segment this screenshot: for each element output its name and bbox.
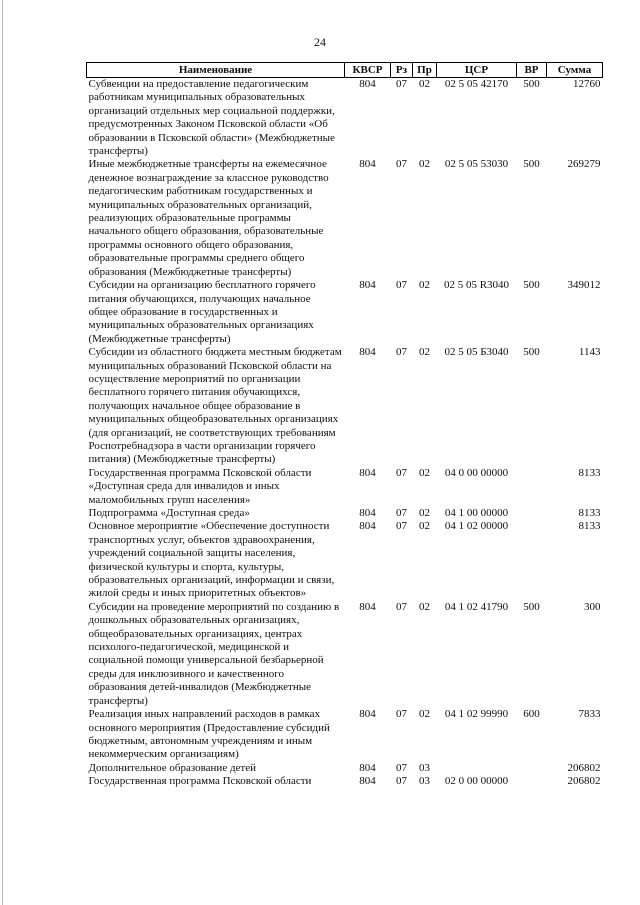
row-csr: 02 0 00 00000 [444,775,509,788]
row-rz: 07 [396,775,407,788]
header-sum: Сумма [547,63,603,78]
row-sum: 1143 [578,346,601,359]
header-rz: Рз [391,63,413,78]
row-vr [517,467,547,507]
row-name: Субсидии на организацию бесплатного горячего питания обучающихся, получающих начальное общее образование в государственных и муниципальных образовательных организациях (Межбюджетные трансферты) [88,279,316,345]
row-pr: 02 [419,466,430,479]
row-rz: 07 [396,507,407,519]
row-rz: 07 [396,158,407,171]
row-pr: 03 [419,775,430,788]
table-row [87,520,603,600]
row-kvsr: 804 [359,775,376,788]
row-pr: 02 [419,279,430,292]
table-row [87,762,603,775]
row-csr: 04 1 02 99990 [444,708,509,721]
row-rz: 07 [396,761,407,774]
row-name: Государственная программа Псковской области «Доступная среда для инвалидов и иных маломобильных групп населения» [88,466,312,506]
row-vr [517,507,547,520]
header-name: Наименование [87,63,345,78]
row-csr: 02 5 05 Б3040 [444,346,509,359]
row-pr: 02 [419,708,430,721]
budget-table [86,62,603,789]
row-pr: 02 [419,600,430,613]
row-rz: 07 [396,78,407,90]
row-pr: 02 [419,520,430,533]
row-vr [517,762,547,775]
row-name: Основное мероприятие «Обеспечение доступности транспортных услуг, объектов здравоохранения, учреждений социальной защиты населения, физической культуры и спорта, культуры, образовательных организаций, информации и связи, жилой среды и иных приоритетных объектов» [88,520,335,600]
row-sum: 300 [584,600,601,613]
table-row [87,708,603,762]
row-vr [517,775,547,788]
header-vr: ВР [517,63,547,78]
table-row [87,346,603,467]
row-name: Подпрограмма «Доступная среда» [88,507,250,519]
row-name: Иные межбюджетные трансферты на ежемесячное денежное вознаграждение за классное руководство педагогическим работникам государственных и муниципальных образовательных организаций, реализующих образовательные программы начального общего образования, образовательные программы основного общего образования, образовательные программы среднего общего образования (Межбюджетные трансферты) [88,158,329,278]
row-vr: 500 [523,78,540,90]
row-rz: 07 [396,708,407,721]
row-kvsr: 804 [359,279,376,292]
row-name: Субсидии из областного бюджета местным бюджетам муниципальных образований Псковской области на осуществление мероприятий по организации бесплатного горячего питания обучающихся, получающих начальное общее образование в муниципальных общеобразовательных организациях (для организаций, не соответствующих требованиям Роспотребнадзора в части организации горячего питания) (Межбюджетные трансферты) [88,346,342,466]
table-row [87,158,603,279]
table-row [87,78,603,159]
row-sum: 349012 [567,279,601,292]
page-number: 24 [314,35,326,49]
row-rz: 07 [396,600,407,613]
row-rz: 07 [396,520,407,533]
row-kvsr: 804 [359,520,376,533]
row-sum: 8133 [578,507,601,519]
row-name: Дополнительное образование детей [88,761,257,774]
row-pr: 03 [419,761,430,774]
table-row [87,467,603,507]
row-sum: 7833 [578,708,601,721]
row-csr: 02 5 05 53030 [444,158,509,171]
row-csr: 04 1 02 00000 [444,520,509,533]
row-kvsr: 804 [359,600,376,613]
row-vr [517,520,547,600]
row-rz: 07 [396,279,407,292]
row-pr: 02 [419,346,430,359]
row-rz: 07 [396,466,407,479]
row-name: Государственная программа Псковской области [88,775,312,788]
row-csr: 02 5 05 R3040 [443,279,510,292]
row-kvsr: 804 [359,708,376,721]
table-row [87,279,603,346]
row-sum: 8133 [578,520,601,533]
row-kvsr: 804 [359,761,376,774]
row-name: Реализация иных направлений расходов в рамках основного мероприятия (Предоставление субсидий бюджетным, автономным учреждениям и иным некоммерческим организациям) [88,708,330,761]
row-vr: 500 [523,346,540,359]
row-pr: 02 [419,507,430,519]
row-kvsr: 804 [359,466,376,479]
table-row [87,775,603,788]
row-pr: 02 [419,78,430,90]
row-csr: 04 1 02 41790 [444,600,509,613]
row-name: Субвенции на предоставление педагогическим работникам муниципальных образовательных организаций отдельных мер социальной поддержки, предусмотренных Законом Псковской области «Об образовании в Псковской области» (Межбюджетные трансферты) [88,78,335,158]
row-vr: 500 [523,279,540,292]
row-sum: 269279 [567,158,601,171]
header-pr: Пр [413,63,437,78]
row-sum: 12760 [573,78,601,90]
header-csr: ЦСР [437,63,517,78]
page-edge-left [2,0,3,905]
row-kvsr: 804 [359,507,376,519]
row-csr: 04 1 00 00000 [444,507,509,519]
row-kvsr: 804 [359,78,376,90]
row-vr: 600 [523,708,540,721]
row-rz: 07 [396,346,407,359]
row-vr: 500 [523,600,540,613]
table-row [87,601,603,708]
row-sum: 206802 [567,761,601,774]
row-name: Субсидии на проведение мероприятий по созданию в дошкольных образовательных организациях, общеобразовательных организациях, центрах психолого-педагогической, медицинской и социальной помощи универсальной безбарьерной среды для инклюзивного и качественного образования детей-инвалидов (Межбюджетные трансферты) [88,600,340,707]
row-vr: 500 [523,158,540,171]
table-row [87,507,603,520]
row-pr: 02 [419,158,430,171]
row-sum: 206802 [567,775,601,788]
row-csr: 02 5 05 42170 [444,78,509,90]
row-kvsr: 804 [359,346,376,359]
row-kvsr: 804 [359,158,376,171]
header-kvsr: КВСР [345,63,391,78]
row-sum: 8133 [578,466,601,479]
row-csr [437,762,517,775]
row-csr: 04 0 00 00000 [444,466,509,479]
table-header-row [87,63,603,78]
